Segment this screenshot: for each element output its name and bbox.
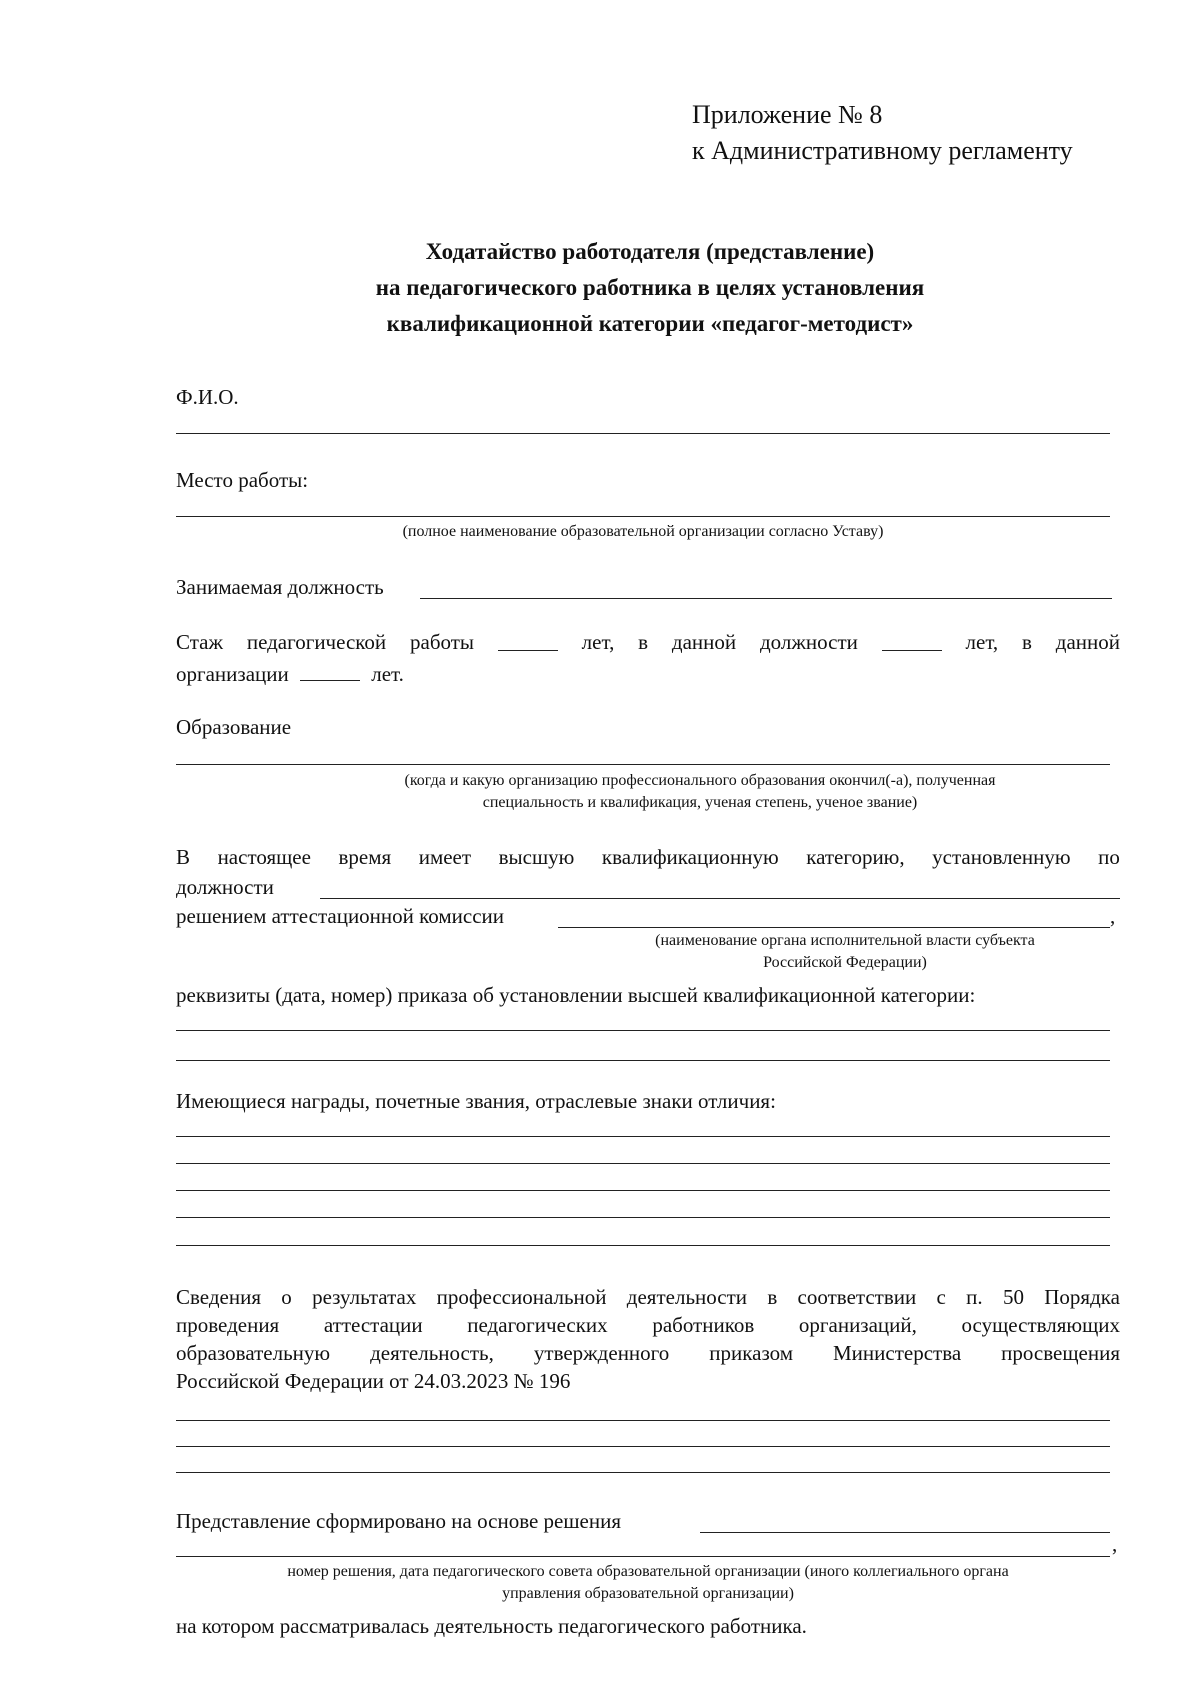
category-word: категорию, — [806, 845, 905, 869]
experience-total-blank[interactable] — [498, 628, 558, 651]
experience-word: педагогической — [246, 630, 387, 654]
education-input-line[interactable] — [176, 764, 1110, 765]
category-word: В — [176, 845, 191, 869]
category-word: по — [1098, 845, 1120, 869]
document-title-line-3: квалификационной категории «педагог-методист» — [386, 311, 914, 336]
experience-position-blank[interactable] — [882, 628, 942, 651]
category-word: время — [338, 845, 392, 869]
decision-hint-line-2: управления образовательной организации) — [502, 1585, 794, 1602]
results-input-line-1[interactable] — [176, 1420, 1110, 1421]
experience-word: работы — [410, 630, 475, 654]
education-hint-line-1: (когда и какую организацию профессионального образования окончил(-а), полученная — [404, 772, 996, 789]
commission-hint-line-1: (наименование органа исполнительной власти субъекта — [655, 932, 1035, 949]
category-word: установленную — [932, 845, 1071, 869]
commission-input-line[interactable] — [558, 927, 1110, 928]
experience-word: должности — [759, 630, 858, 654]
document-title-line-1: Ходатайство работодателя (представление) — [425, 239, 875, 264]
appendix-reference: к Административному регламенту — [692, 136, 1073, 165]
awards-input-line-4[interactable] — [176, 1217, 1110, 1218]
category-line-1 — [176, 843, 1120, 871]
category-position-label: должности — [176, 875, 274, 899]
awards-input-line-5[interactable] — [176, 1245, 1110, 1246]
requisites-label: реквизиты (дата, номер) приказа об установлении высшей квалификационной категории: — [176, 983, 976, 1007]
position-input-line[interactable] — [420, 598, 1112, 599]
results-line-1: Сведения о результатах профессиональной деятельности в соответствии с п. 50 Порядка — [176, 1285, 1120, 1309]
experience-word: лет, — [581, 630, 615, 654]
experience-word: Стаж — [176, 630, 223, 654]
results-input-line-3[interactable] — [176, 1472, 1110, 1473]
appendix-number: Приложение № 8 — [692, 100, 883, 129]
commission-hint-line-2: Российской Федерации) — [763, 954, 927, 971]
experience-word: в — [1022, 630, 1032, 654]
experience-word: данной — [1055, 630, 1120, 654]
workplace-input-line[interactable] — [176, 516, 1110, 517]
experience-word: в — [638, 630, 649, 654]
decision-input-line-1[interactable] — [700, 1532, 1110, 1533]
category-word: высшую — [498, 845, 575, 869]
experience-line-1 — [176, 628, 1120, 656]
results-line-2: проведения аттестации педагогических работников организаций, осуществляющих — [176, 1313, 1120, 1337]
results-input-line-2[interactable] — [176, 1446, 1110, 1447]
decision-hint-line-1: номер решения, дата педагогического совета образовательной организации (иного коллегиального органа — [287, 1563, 1009, 1580]
decision-comma: , — [1112, 1532, 1118, 1556]
category-word: квалификационную — [601, 845, 779, 869]
experience-word: данной — [671, 630, 737, 654]
workplace-hint: (полное наименование образовательной организации согласно Уставу) — [402, 523, 884, 540]
category-word: имеет — [418, 845, 472, 869]
results-line-4: Российской Федерации от 24.03.2023 № 196 — [176, 1369, 571, 1393]
requisites-input-line-2[interactable] — [176, 1060, 1110, 1061]
experience-organization-years: лет. — [371, 662, 404, 686]
experience-line-2 — [176, 658, 404, 688]
results-line-3: образовательную деятельность, утвержденного приказом Министерства просвещения — [176, 1341, 1120, 1365]
decision-label: Представление сформировано на основе решения — [176, 1509, 621, 1533]
decision-input-line-2[interactable] — [176, 1556, 1110, 1557]
final-statement: на котором рассматривалась деятельность педагогического работника. — [176, 1614, 807, 1638]
position-label: Занимаемая должность — [176, 575, 384, 599]
education-hint-line-2: специальность и квалификация, ученая степень, ученое звание) — [482, 794, 918, 811]
experience-word: лет, — [965, 630, 999, 654]
fio-label: Ф.И.О. — [176, 385, 239, 409]
education-label: Образование — [176, 715, 292, 739]
category-word: настоящее — [217, 845, 311, 869]
commission-label: решением аттестационной комиссии — [176, 904, 505, 928]
awards-input-line-2[interactable] — [176, 1163, 1110, 1164]
commission-comma: , — [1110, 904, 1116, 928]
awards-input-line-3[interactable] — [176, 1190, 1110, 1191]
awards-label: Имеющиеся награды, почетные звания, отраслевые знаки отличия: — [176, 1089, 776, 1113]
fio-input-line[interactable] — [176, 433, 1110, 434]
awards-input-line-1[interactable] — [176, 1136, 1110, 1137]
document-title-line-2: на педагогического работника в целях установления — [375, 275, 925, 300]
workplace-label: Место работы: — [176, 468, 309, 492]
requisites-input-line-1[interactable] — [176, 1030, 1110, 1031]
category-position-input-line[interactable] — [320, 898, 1120, 899]
experience-organization-label: организации — [176, 662, 289, 686]
experience-organization-blank[interactable] — [300, 658, 360, 681]
